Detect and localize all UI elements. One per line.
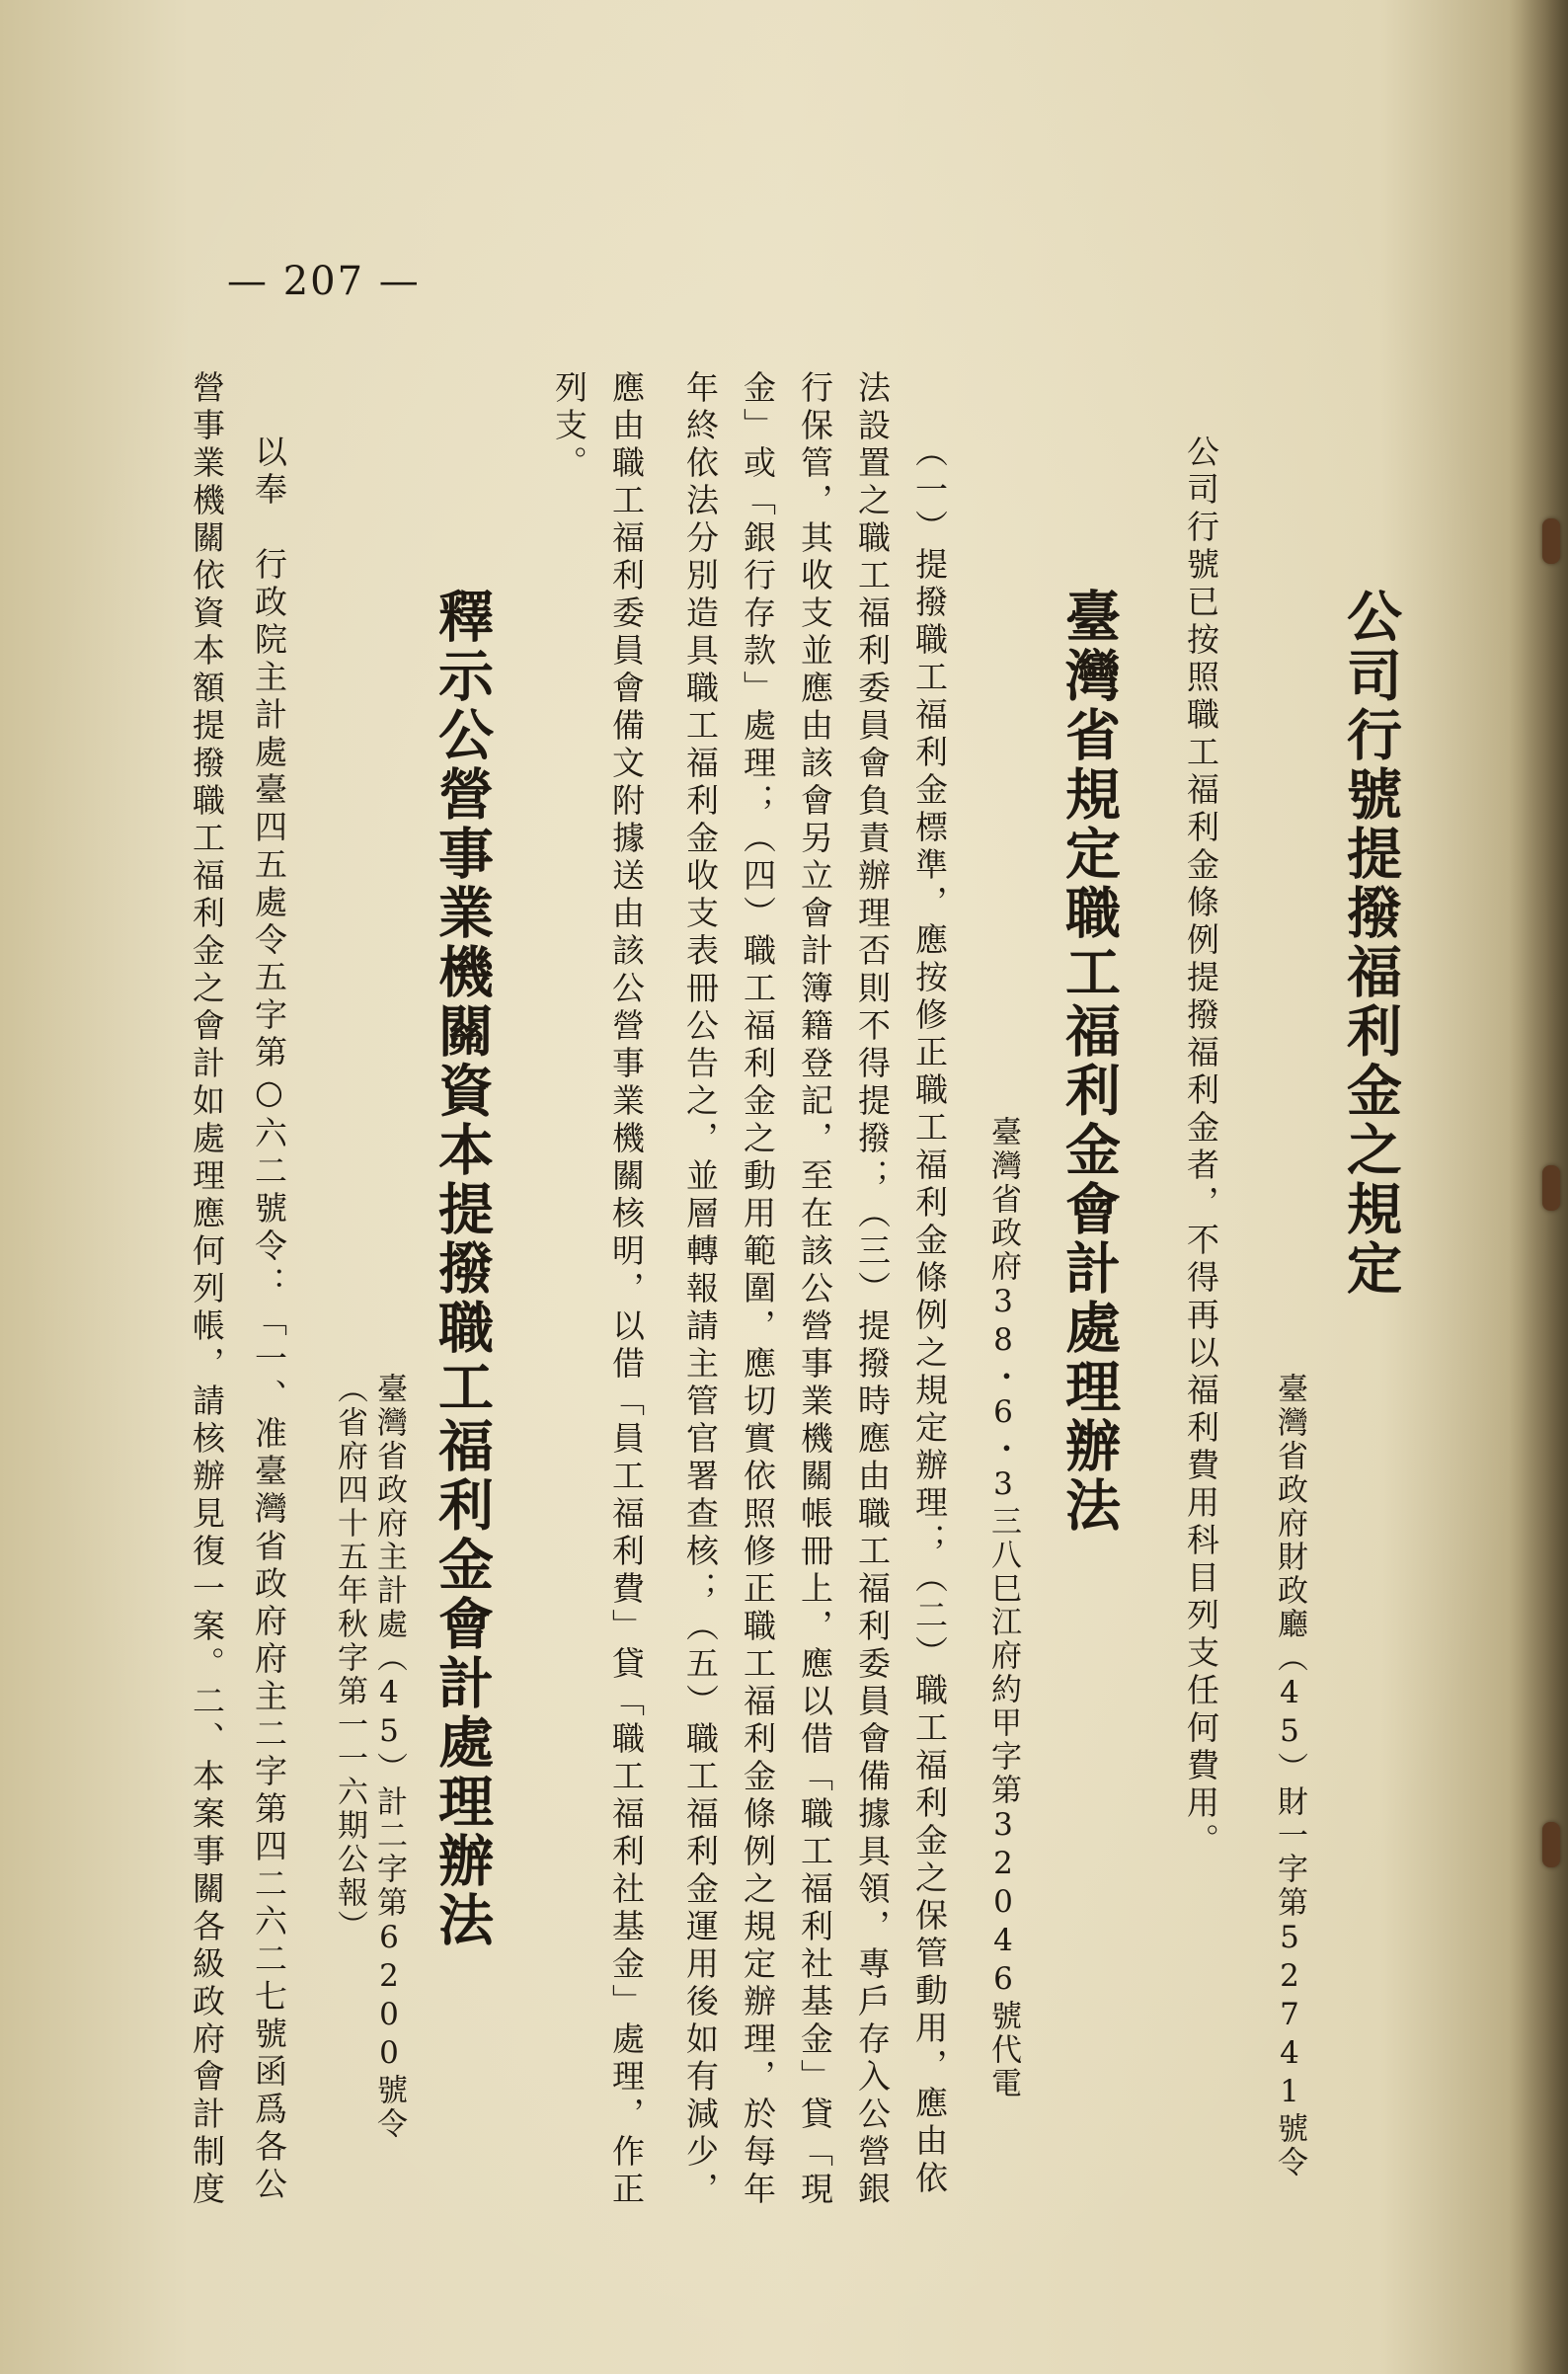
- section2-line-5: 年終依法分別造具職工福利金收支表冊公告之，並層轉報請主管官署查核；（五）職工福利金運用後如有減少，: [681, 370, 720, 2209]
- section2-line-7: 列支。: [550, 370, 588, 483]
- section2-line-2: 法設置之職工福利委員會負責辦理否則不得提撥；（三）提撥時應由職工福利委員會備據具領，專戶存入公營銀: [853, 370, 892, 2209]
- binding-hole-2: [1542, 1165, 1560, 1211]
- binding-hole-1: [1542, 518, 1560, 564]
- section3-line-2: 營事業機關依資本額提撥職工福利金之會計如處理應何列帳，請核辦見復一案。二、本案事關各級政府會計制度: [188, 370, 226, 2209]
- section1-body: 公司行號已按照職工福利金條例提撥福利金者，不得再以福利費用科目列支任何費用。: [1182, 435, 1220, 1860]
- section2-title: 臺灣省規定職工福利金會計處理辦法: [1057, 588, 1122, 1536]
- section2-line-6: 應由職工福利委員會備文附據送由該公營事業機關核明，以借「員工福利費」貸「職工福利社基金」處理，作正: [607, 370, 646, 2209]
- section1-title: 公司行號提撥福利金之規定: [1338, 588, 1403, 1299]
- section2-line-4: 金」或「銀行存款」處理；（四）職工福利金之動用範圍，應切實依照修正職工福利金條例之規定辦理，於每年: [739, 370, 777, 2209]
- page-number: — 207 —: [227, 259, 421, 304]
- section3-source-line-1: 臺灣省政府主計處（45）計二字第6200號令: [371, 1373, 407, 2141]
- section3-title: 釋示公營事業機關資本提撥職工福利金會計處理辦法: [430, 588, 495, 1950]
- section3-line-1: 以奉 行政院主計處臺四五處令五字第○六二號令：「一、准臺灣省政府府主二字第四二六二七號函爲各公: [250, 435, 288, 2204]
- section2-line-3: 行保管，其收支並應由該會另立會計簿籍登記，至在該公營事業機關帳冊上，應以借「職工福利社基金」貸「現: [796, 370, 834, 2209]
- section1-source: 臺灣省政府財政廳（45）財一字第52741號令: [1272, 1373, 1307, 2179]
- section2-source: 臺灣省政府38・6・3三八巳江府約甲字第32046號代電: [985, 1116, 1021, 2100]
- binding-hole-3: [1542, 1822, 1560, 1867]
- section3-source-line-2: （省府四十五年秋字第一一六期公報）: [332, 1373, 367, 1943]
- section2-line-1: （一）提撥職工福利金標準，應按修正職工福利金條例之規定辦理；（二）職工福利金之保管動用，應由依: [910, 435, 949, 2198]
